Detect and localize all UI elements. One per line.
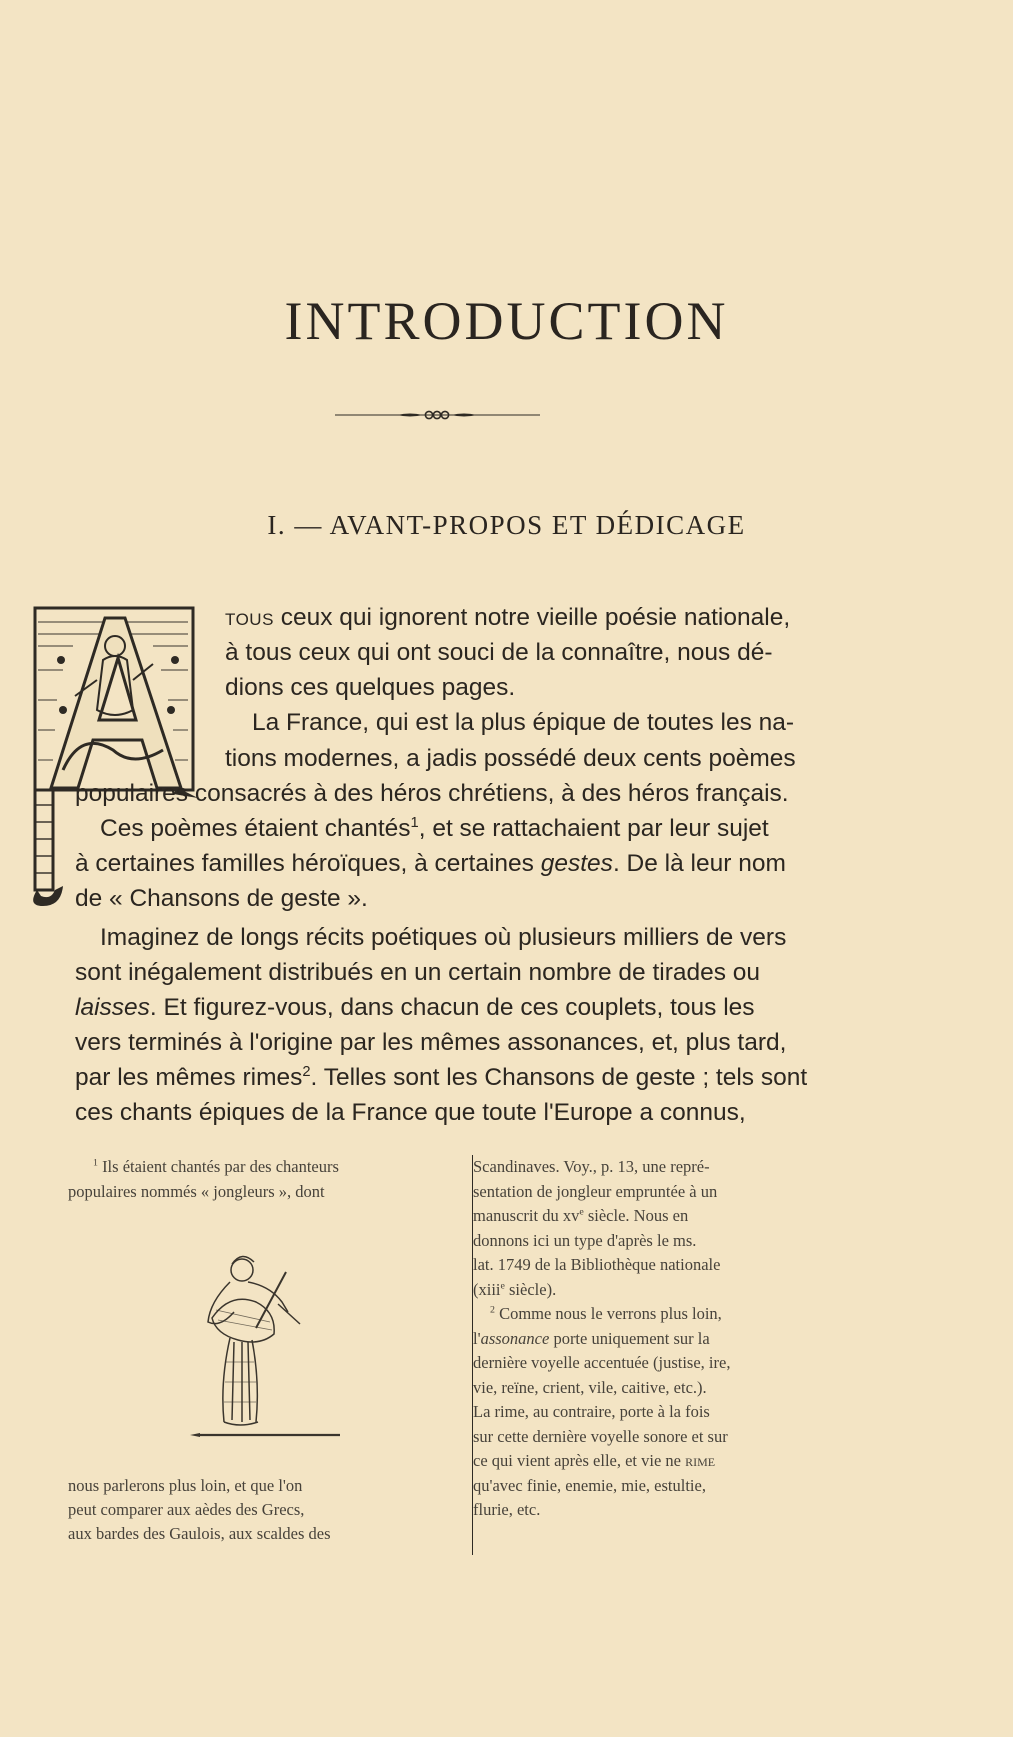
body-line: vers terminés à l'origine par les mêmes assonances, et, plus tard, bbox=[75, 1029, 787, 1056]
page-title: INTRODUCTION bbox=[284, 291, 729, 351]
footnote-line: donnons ici un type d'après le ms. bbox=[473, 1231, 697, 1250]
body-line: Imaginez de longs récits poétiques où plusieurs milliers de vers bbox=[100, 924, 787, 951]
footnote-line: dernière voyelle accentuée (justise, ire, bbox=[473, 1353, 731, 1372]
body-line: Ces poèmes étaient chantés$^1$, et se rattachaient par leur sujet bbox=[100, 814, 769, 842]
section-heading: I. — AVANT-PROPOS ET DÉDICAGE bbox=[267, 510, 746, 540]
ornament-divider-icon bbox=[335, 408, 540, 422]
body-line: laisses. Et figurez-vous, dans chacun de ces couplets, tous les bbox=[75, 994, 755, 1021]
footnote-line: nous parlerons plus loin, et que l'on bbox=[68, 1476, 303, 1495]
body-line: à certaines familles héroïques, à certaines gestes. De là leur nom bbox=[75, 850, 786, 877]
body-line: ces chants épiques de la France que toute l'Europe a connus, bbox=[75, 1099, 746, 1126]
footnote-line: lat. 1749 de la Bibliothèque nationale bbox=[473, 1255, 721, 1274]
footnote-line: peut comparer aux aèdes des Grecs, bbox=[68, 1500, 305, 1519]
body-line: dions ces quelques pages. bbox=[225, 674, 516, 701]
footnote-line: qu'avec finie, enemie, mie, estultie, bbox=[473, 1476, 706, 1495]
footnote-line: Scandinaves. Voy., p. 13, une repré- bbox=[473, 1157, 710, 1176]
footnote-line: vie, reïne, crient, vile, caitive, etc.). bbox=[473, 1378, 707, 1397]
footnote-line: sentation de jongleur empruntée à un bbox=[473, 1182, 718, 1201]
body-line: populaires consacrés à des héros chrétiens, à des héros français. bbox=[75, 780, 789, 807]
footnote-line: aux bardes des Gaulois, aux scaldes des bbox=[68, 1524, 331, 1543]
footnote-line: sur cette dernière voyelle sonore et sur bbox=[473, 1427, 728, 1446]
footnote-line: l'assonance porte uniquement sur la bbox=[473, 1329, 710, 1348]
footnote-line: $^2$ Comme nous le verrons plus loin, bbox=[490, 1304, 722, 1323]
footnote-line: ce qui vient après elle, et vie ne rime bbox=[473, 1451, 716, 1470]
footnote-line: La rime, au contraire, porte à la fois bbox=[473, 1402, 710, 1421]
footnote-line: populaires nommés « jongleurs », dont bbox=[68, 1182, 325, 1201]
body-line: tous ceux qui ignorent notre vieille poésie nationale, bbox=[225, 604, 791, 631]
jongleur-engraving-icon bbox=[190, 1242, 360, 1442]
body-line: de « Chansons de geste ». bbox=[75, 885, 368, 912]
body-line: La France, qui est la plus épique de toutes les na- bbox=[252, 709, 795, 736]
footnote-line: $^1$ Ils étaient chantés par des chanteurs bbox=[93, 1157, 339, 1176]
footnote-line: (xiii$^e$ siècle). bbox=[473, 1280, 557, 1299]
body-line: par les mêmes rimes$^2$. Telles sont les Chansons de geste ; tels sont bbox=[75, 1063, 808, 1091]
footnote-ref: 1 bbox=[410, 814, 419, 831]
body-line: à tous ceux qui ont souci de la connaître, nous dé- bbox=[225, 639, 773, 666]
body-line: tions modernes, a jadis possédé deux cents poèmes bbox=[225, 745, 796, 772]
body-line: sont inégalement distribués en un certain nombre de tirades ou bbox=[75, 959, 761, 986]
footnote-line: flurie, etc. bbox=[473, 1500, 541, 1519]
footnote-ref: 2 bbox=[302, 1063, 311, 1080]
footnote-line: manuscrit du $xv^e$ siècle. Nous en bbox=[473, 1206, 689, 1225]
